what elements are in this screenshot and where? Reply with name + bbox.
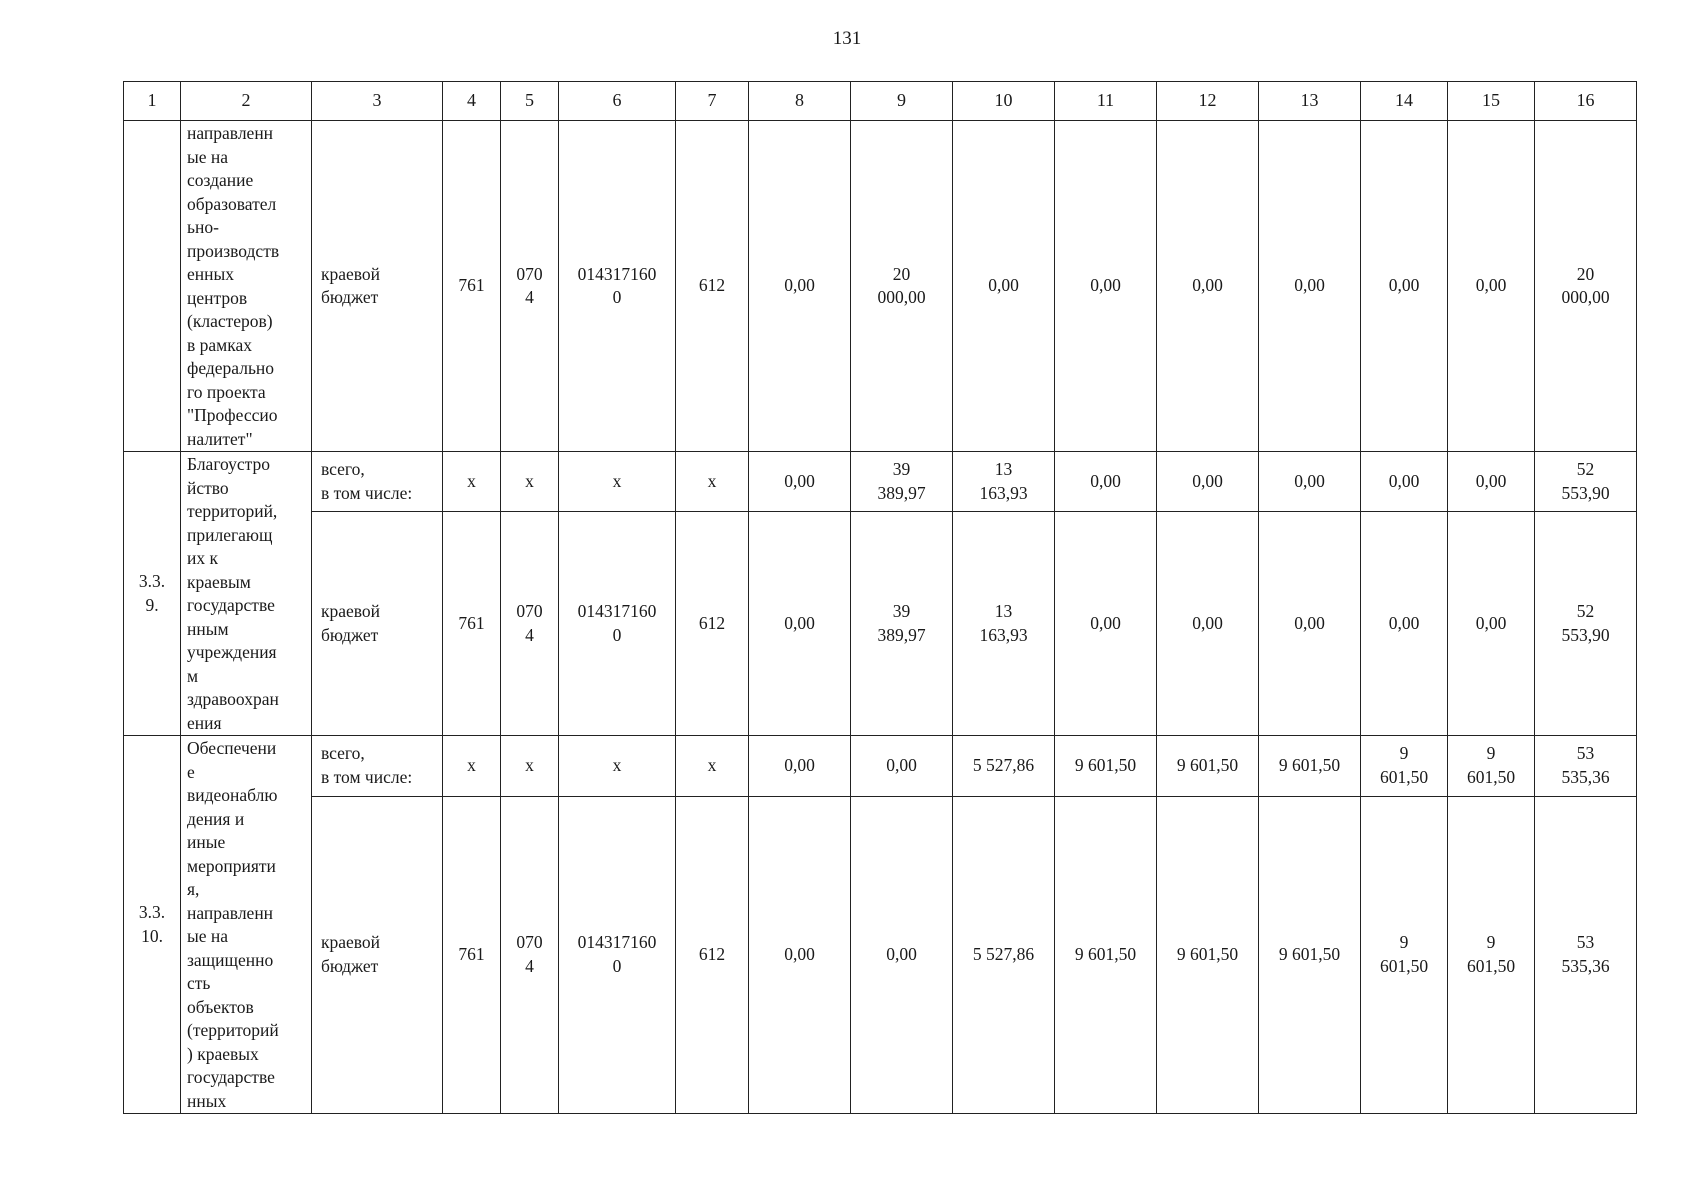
cell-line: 163,93 [979,482,1028,503]
row-number-cell [124,452,181,736]
cell-line: 601,50 [1466,766,1516,787]
cell-line: x [707,755,717,776]
amount-cell [749,796,851,1113]
amount-cell [1157,452,1259,512]
cell-line: 4 [525,287,534,307]
row-name-cell [181,121,312,452]
cell-line: в том числе: [321,482,413,503]
expense-type-cell [676,512,749,736]
cell-line: 000,00 [1561,287,1610,307]
cell-line: видеонаблю [187,785,278,805]
header-cell: 16 [1535,82,1637,121]
cell-line: 10. [141,925,163,946]
amount-cell [851,736,953,797]
header-cell: 11 [1055,82,1157,121]
amount-cell [749,736,851,797]
cell-line: 014317160 [577,263,657,284]
cell-line: 20 [1576,263,1595,284]
cell-line: нным [187,618,229,639]
cell-line: 0,00 [1475,470,1507,491]
page-number: 131 [832,28,862,49]
amount-cell [953,736,1055,797]
amount-cell [851,796,953,1113]
cell-line: x [612,755,622,776]
cell-line: x [707,470,717,491]
cell-line: го проекта [187,381,266,402]
cell-line: "Профессио [187,405,278,425]
cell-line: 0,00 [1192,470,1223,491]
funding-source-cell [312,512,443,736]
cell-line: бюджет [321,624,379,645]
cell-line: 0,00 [988,275,1019,296]
cell-line: 39 [892,459,911,480]
cell-line: бюджет [321,955,379,976]
cell-line: 0 [612,955,622,976]
cell-line: краевым [187,571,251,592]
cell-line: направленн [187,123,274,143]
header-cell: 15 [1448,82,1535,121]
amount-cell [1448,452,1535,512]
header-cell: 3 [312,82,443,121]
cell-line: 761 [458,612,485,633]
cell-line: 0,00 [1388,275,1420,296]
cell-line: 0,00 [1090,275,1121,296]
amount-cell [749,452,851,512]
expense-type-cell [676,796,749,1113]
cell-line: государстве [187,595,275,615]
cell-line: всего, [321,459,365,480]
header-cell: 8 [749,82,851,121]
cell-line: краевой [321,932,381,953]
cell-line: 0,00 [1090,470,1121,491]
cell-line: территорий, [187,501,278,521]
cell-line: 13 [994,459,1013,480]
cell-line: е [187,761,195,782]
cell-line: я, [187,879,200,899]
cell-line: 761 [458,944,485,965]
amount-cell [851,512,953,736]
amount-cell [953,121,1055,452]
cell-line: (территорий [187,1020,279,1040]
cell-line: x [525,470,534,491]
cell-line: 9 601,50 [1074,755,1137,776]
cell-line: 612 [698,944,726,965]
amount-cell [749,512,851,736]
cell-line: 0,00 [784,470,815,491]
cell-line: налитет" [187,428,253,449]
cell-line: 0,00 [1192,275,1223,296]
cell-line: 0,00 [1475,612,1507,633]
cell-line: 535,36 [1561,955,1610,976]
cell-line: 070 [516,601,543,622]
funding-source-cell [312,452,443,512]
header-cell: 12 [1157,82,1259,121]
header-cell: 9 [851,82,953,121]
cell-line: дения и [187,808,245,829]
cell-line: 553,90 [1561,624,1610,645]
table-row [124,736,1637,797]
amount-cell [1055,512,1157,736]
cell-line: 52 [1576,459,1595,480]
amount-cell [1259,736,1361,797]
cell-line: 014317160 [577,932,657,953]
section-code-cell [501,121,559,452]
cell-line: ые на [187,926,229,946]
cell-line: 163,93 [979,624,1028,645]
amount-cell [1361,452,1448,512]
amount-cell [1361,796,1448,1113]
cell-line: 0 [612,287,622,307]
cell-line: 5 527,86 [972,944,1035,965]
cell-line: 9 [1399,743,1409,764]
row-name-cell [181,736,312,1114]
cell-line: x [525,755,534,776]
table-row [124,452,1637,512]
cell-line: создание [187,170,254,190]
cell-line: 9 601,50 [1176,755,1239,776]
cell-line: 0,00 [1475,275,1507,296]
amount-cell [1055,452,1157,512]
header-cell: 5 [501,82,559,121]
cell-line: 9 601,50 [1278,944,1341,965]
header-cell: 2 [181,82,312,121]
admin-code-cell [443,736,501,797]
cell-line: 0,00 [784,612,815,633]
amount-cell [1448,512,1535,736]
amount-cell [749,121,851,452]
amount-cell [1535,736,1637,797]
budget-table [123,81,1637,1114]
cell-line: м [187,665,199,686]
cell-line: 3.3. [138,902,166,922]
amount-cell [1157,512,1259,736]
cell-line: 9. [145,594,159,615]
expense-type-cell [676,121,749,452]
cell-line: мероприяти [187,855,276,876]
amount-cell [1448,796,1535,1113]
amount-cell [1535,512,1637,736]
cell-line: 9 601,50 [1074,944,1137,965]
amount-cell [851,452,953,512]
cell-line: x [467,755,476,776]
cell-line: 014317160 [577,601,657,622]
header-cell: 6 [559,82,676,121]
cell-line: 53 [1576,743,1595,764]
cell-line: краевой [321,601,381,622]
cell-line: ) краевых [187,1043,259,1064]
cell-line: 0,00 [1388,470,1420,491]
amount-cell [1055,796,1157,1113]
amount-cell [1157,796,1259,1113]
cell-line: 5 527,86 [972,755,1035,776]
funding-source-cell [312,796,443,1113]
cell-line: 000,00 [877,287,926,307]
cell-line: x [467,470,476,491]
header-cell: 14 [1361,82,1448,121]
header-cell: 10 [953,82,1055,121]
cell-line: енных [187,264,235,284]
cell-line: в том числе: [321,766,413,787]
cell-line: бюджет [321,287,379,307]
target-code-cell [559,512,676,736]
header-cell: 4 [443,82,501,121]
section-code-cell [501,512,559,736]
cell-line: направленн [187,902,274,923]
target-code-cell [559,121,676,452]
cell-line: 389,97 [877,482,926,503]
expense-type-cell [676,452,749,512]
cell-line: 0,00 [1294,612,1325,633]
amount-cell [1448,121,1535,452]
cell-line: производств [187,240,280,261]
amount-cell [1361,121,1448,452]
cell-line: иные [187,832,226,852]
target-code-cell [559,736,676,797]
amount-cell [1259,121,1361,452]
row-number-cell [124,121,181,452]
cell-line: 9 [1399,932,1409,953]
cell-line: государстве [187,1067,275,1087]
cell-line: 20 [892,263,911,284]
cell-line: образовател [187,193,277,214]
cell-line: 0,00 [1388,612,1420,633]
cell-line: 0,00 [1090,612,1121,633]
amount-cell [953,452,1055,512]
section-code-cell [501,796,559,1113]
amount-cell [1259,452,1361,512]
amount-cell [1259,512,1361,736]
amount-cell [1157,736,1259,797]
cell-line: ые на [187,146,229,167]
cell-line: 4 [525,624,534,645]
header-row [124,82,1637,121]
cell-line: 070 [516,263,543,284]
row-name-cell [181,452,312,736]
cell-line: ения [187,712,222,733]
amount-cell [1259,796,1361,1113]
cell-line: 9 [1486,743,1496,764]
row-number-cell [124,736,181,1114]
cell-line: 0,00 [784,755,815,776]
cell-line: 9 601,50 [1176,944,1239,965]
cell-line: Обеспечени [187,738,277,758]
cell-line: 52 [1576,601,1595,622]
cell-line: 0,00 [784,944,815,965]
cell-line: Благоустро [187,454,271,474]
cell-line: 0,00 [886,755,917,776]
amount-cell [1535,796,1637,1113]
amount-cell [1448,736,1535,797]
cell-line: объектов [187,996,254,1017]
header-cell: 7 [676,82,749,121]
cell-line: 601,50 [1379,766,1429,787]
amount-cell [1157,121,1259,452]
cell-line: 601,50 [1466,955,1516,976]
cell-line: 9 601,50 [1278,755,1341,776]
amount-cell [953,796,1055,1113]
cell-line: 39 [892,601,911,622]
admin-code-cell [443,121,501,452]
cell-line: 0,00 [784,275,815,296]
table-row [124,121,1637,452]
cell-line: 612 [698,275,726,296]
section-code-cell [501,736,559,797]
cell-line: ьно- [187,217,219,237]
section-code-cell [501,452,559,512]
cell-line: 761 [458,275,485,296]
amount-cell [1055,736,1157,797]
cell-line: 389,97 [877,624,926,645]
cell-line: прилегающ [187,524,273,545]
cell-line: x [612,470,622,491]
cell-line: сть [187,973,211,993]
table-row [124,796,1637,1113]
target-code-cell [559,452,676,512]
cell-line: 0 [612,624,622,645]
amount-cell [953,512,1055,736]
cell-line: всего, [321,743,365,764]
cell-line: учреждения [187,642,277,662]
funding-source-cell [312,121,443,452]
cell-line: 3.3. [138,571,166,591]
cell-line: 0,00 [886,944,917,965]
cell-line: краевой [321,263,381,284]
cell-line: 0,00 [1294,470,1325,491]
expense-type-cell [676,736,749,797]
admin-code-cell [443,796,501,1113]
cell-line: 070 [516,932,543,953]
cell-line: 535,36 [1561,766,1610,787]
header-cell: 1 [124,82,181,121]
cell-line: 9 [1486,932,1496,953]
cell-line: защищенно [187,949,274,970]
cell-line: 553,90 [1561,482,1610,503]
funding-source-cell [312,736,443,797]
header-cell: 13 [1259,82,1361,121]
amount-cell [851,121,953,452]
amount-cell [1361,512,1448,736]
cell-line: нных [187,1090,227,1111]
cell-line: их к [187,548,218,568]
amount-cell [1055,121,1157,452]
amount-cell [1535,121,1637,452]
admin-code-cell [443,512,501,736]
table-row [124,512,1637,736]
cell-line: 4 [525,955,534,976]
cell-line: 13 [994,601,1013,622]
cell-line: 0,00 [1294,275,1325,296]
cell-line: центров [187,287,248,308]
cell-line: федерально [187,358,275,378]
cell-line: здравоохран [187,689,279,709]
cell-line: 612 [698,612,726,633]
cell-line: 0,00 [1192,612,1223,633]
target-code-cell [559,796,676,1113]
cell-line: йство [187,477,229,498]
cell-line: 601,50 [1379,955,1429,976]
cell-line: 53 [1576,932,1595,953]
cell-line: в рамках [187,334,252,355]
amount-cell [1535,452,1637,512]
admin-code-cell [443,452,501,512]
cell-line: (кластеров) [187,311,273,331]
amount-cell [1361,736,1448,797]
